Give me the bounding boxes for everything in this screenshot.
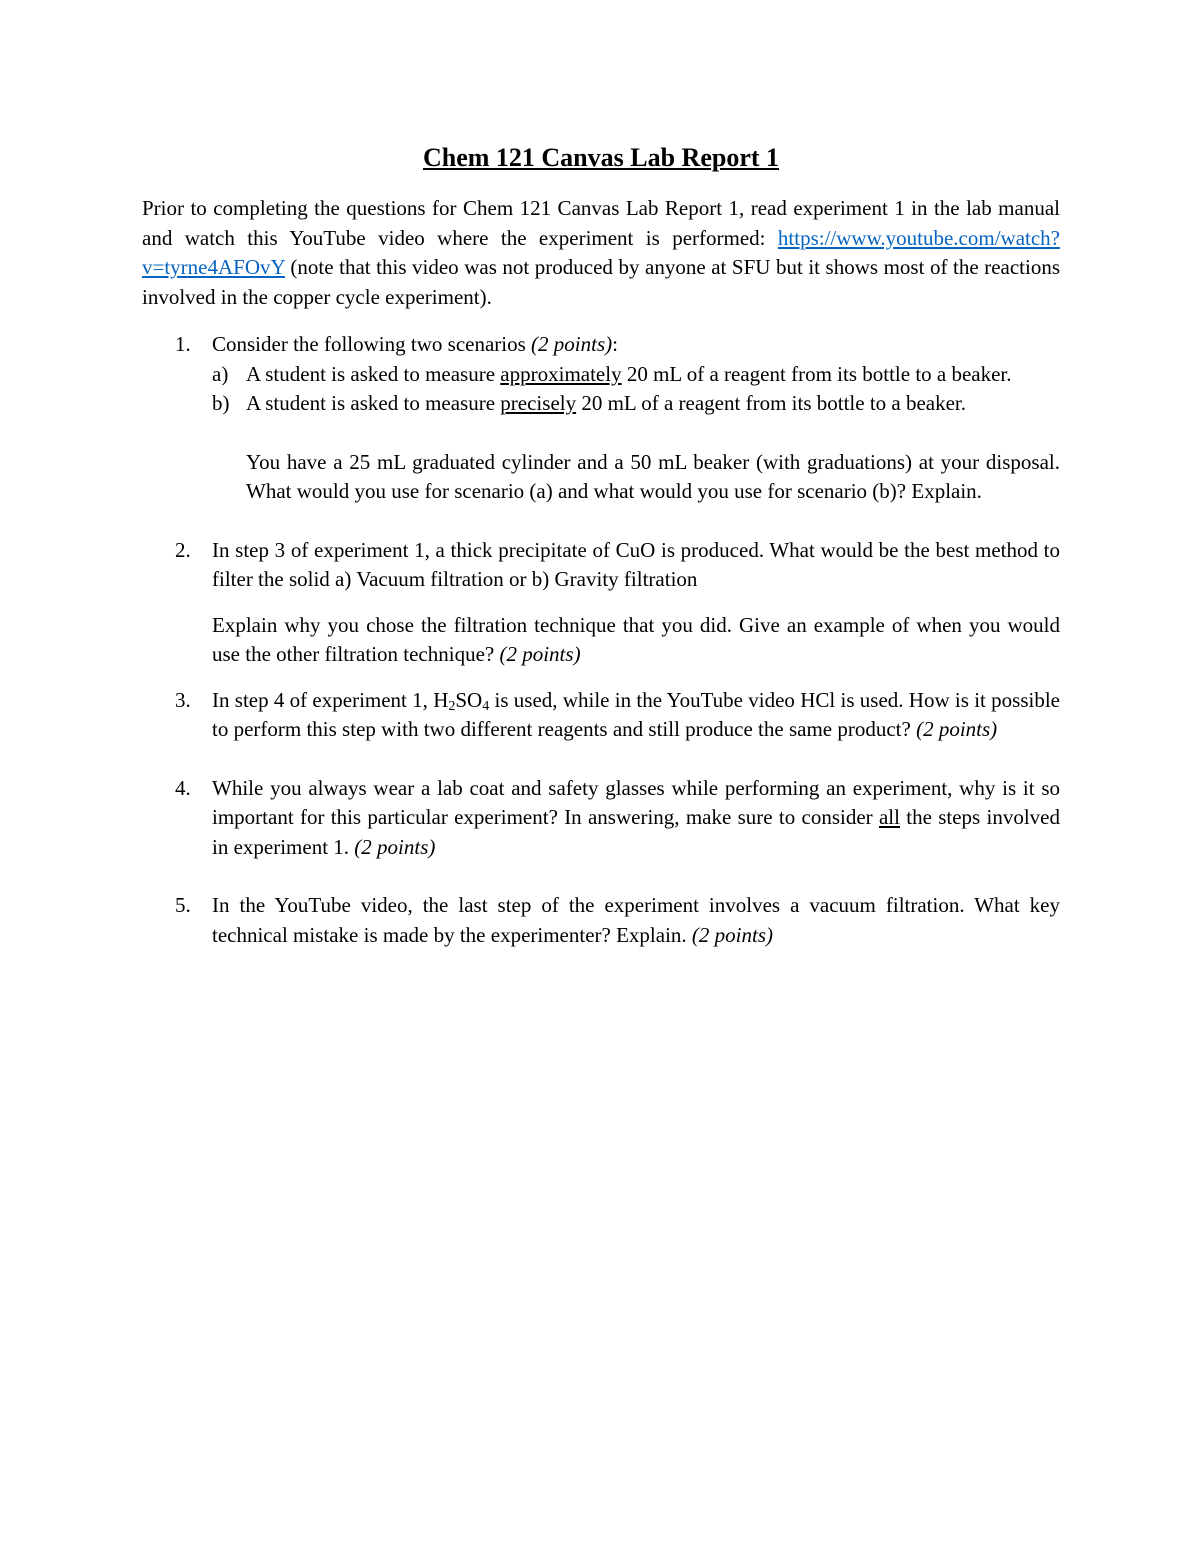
question-2-followup-text: Explain why you chose the filtration technique that you did. Give an example of when you would use the other filtration technique?	[212, 612, 1060, 666]
question-5	[142, 891, 1060, 950]
intro-paragraph	[142, 194, 1060, 312]
subscript: 4	[482, 698, 490, 714]
scenario-b	[212, 389, 1060, 419]
points-label: (2 points)	[691, 922, 773, 947]
intro-text: Prior to completing the questions for Chem 121 Canvas Lab Report 1, read experiment 1 in the lab manual and watch this YouTube video where the experiment is performed:	[142, 196, 1060, 250]
scenario-b-emphasis: precisely	[500, 391, 577, 415]
page-title: Chem 121 Canvas Lab Report 1	[422, 143, 780, 172]
question-4-before: While you always wear a lab coat and safety glasses while performing an experiment, why is it so important for this particular experiment? In answering, make sure to consider	[212, 775, 1060, 829]
scenario-a-text	[246, 360, 1060, 390]
question-2-followup	[212, 611, 1060, 670]
question-text	[212, 330, 1060, 360]
document-page	[142, 140, 1060, 950]
scenario-b-text	[246, 389, 1060, 419]
question-1-followup: You have a 25 mL graduated cylinder and a 50 mL beaker (with graduations) at your disposal. What would you use for scenario (a) and what would you use for scenario (b)? Explain.	[246, 449, 1060, 503]
scenario-b-before: A student is asked to measure	[246, 391, 501, 415]
question-number: 1.	[175, 332, 191, 356]
scenario-a-emphasis: approximately	[500, 361, 622, 386]
scenario-label: b)	[212, 391, 230, 415]
scenario-a-after: 20 mL of a reagent from its bottle to a beaker.	[621, 361, 1012, 386]
colon: :	[612, 332, 618, 356]
question-2	[142, 536, 1060, 670]
question-2-text: In step 3 of experiment 1, a thick precipitate of CuO is produced. What would be the best method to filter the solid a) Vacuum filtration or b) Gravity filtration	[212, 537, 1060, 591]
scenario-label: a)	[212, 361, 229, 386]
question-5-body: In the YouTube video, the last step of the experiment involves a vacuum filtration. What key technical mistake is made by the experimenter? Explain.	[212, 893, 1060, 947]
question-3-text	[212, 686, 1060, 745]
points-label: (2 points)	[916, 717, 998, 741]
intro-note: (note that this video was not produced by anyone at SFU but it shows most of the reactions involved in the copper cycle experiment).	[142, 255, 1060, 309]
scenario-a	[212, 360, 1060, 390]
question-4	[142, 774, 1060, 863]
youtube-link[interactable]: https://www.youtube.com/watch?v=tyrne4AFOvY	[142, 225, 1060, 279]
question-4-text	[212, 774, 1060, 863]
scenario-a-before: A student is asked to measure	[246, 361, 501, 386]
question-1	[142, 330, 1060, 507]
points-label: (2 points)	[531, 332, 613, 356]
scenario-b-after: 20 mL of a reagent from its bottle to a beaker.	[576, 391, 967, 415]
question-3-before: In step 4 of experiment 1, H	[212, 687, 449, 712]
question-number: 3.	[175, 687, 191, 712]
question-number: 4.	[175, 775, 191, 800]
question-4-after: the steps involved in experiment 1.	[212, 805, 1061, 859]
question-4-emphasis: all	[878, 805, 900, 829]
points-label: (2 points)	[354, 834, 436, 859]
question-1-text: Consider the following two scenarios	[212, 332, 532, 356]
question-5-text	[212, 891, 1060, 950]
question-3-after: is used, while in the YouTube video HCl is used. How is it possible to perform this step with two different reagents and still produce the same product?	[212, 687, 1060, 741]
subscript: 2	[448, 698, 456, 714]
question-number: 2.	[175, 537, 191, 562]
question-3	[142, 686, 1060, 745]
question-3-mid: SO	[455, 687, 483, 712]
points-label: (2 points)	[499, 642, 581, 666]
question-number: 5.	[175, 893, 191, 917]
